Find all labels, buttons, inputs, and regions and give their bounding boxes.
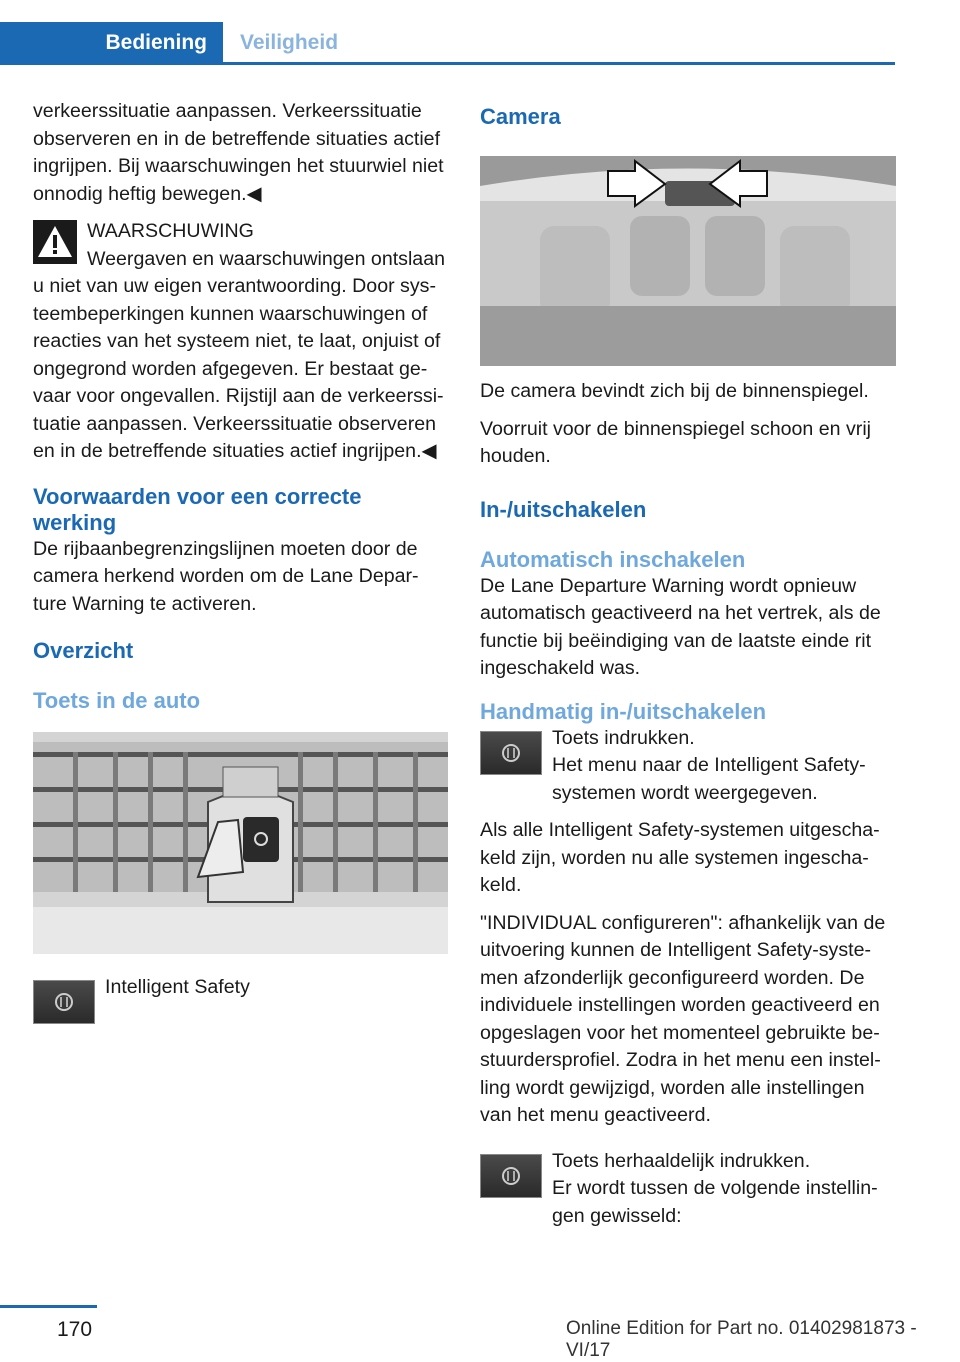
manual-step-2: [480, 1148, 896, 1231]
warning-text: Weergaven en waarschuwingen ontslaan u niet van uw eigen verantwoording. Door sys‐teembeperkingen kunnen waarschuwingen of reacties van het systeem niet, te laat, onjuist of ongegrond worden afgegeven. Er bestaat ge‐vaar voor ongevallen. Rijstijl aan de verkeerssi‐tuatie aanpassen. Verkeerssituatie observeren en in de betreffende situaties actief ingrijpen.◀: [33, 247, 445, 462]
subheading-button: Toets in de auto: [33, 688, 201, 713]
camera-text-2: Voorruit voor de binnenspiegel schoon en vrij houden.: [480, 417, 872, 467]
section-tabs: [0, 22, 895, 65]
manual-text-3: "INDIVIDUAL configureren": afhankelijk van de uitvoering kunnen de Intelligent Safety-syste‐men afzonderlijk geconfigureerd worden. De individuele instellingen worden geactiveerd en opgeslagen voor het momenteel gebruikte be‐stuurdersprofiel. Zodra in het menu een instel‐ling wordt gewijzigd, worden alle instellingen van het menu geactiveerd.: [480, 911, 886, 1126]
button-caption: Intelligent Safety: [105, 976, 250, 998]
intelligent-safety-button-step1[interactable]: [480, 731, 542, 775]
warning-title: WAARSCHUWING: [87, 220, 254, 242]
heading-overview: Overzicht: [33, 638, 134, 663]
tab-veiligheid[interactable]: Veiligheid: [240, 31, 339, 54]
warning-block: [33, 218, 448, 466]
auto-text: De Lane Departure Warning wordt opnieuw automatisch geactiveerd na het vertrek, als de functie bij beëindiging van de laatste einde rit ingeschakeld was.: [480, 574, 881, 679]
heading-camera: Camera: [480, 104, 561, 129]
warning-icon: [33, 220, 77, 264]
camera-text-1: De camera bevindt zich bij de binnenspiegel.: [480, 380, 869, 402]
heading-onoff: In-/uitschakelen: [480, 496, 647, 522]
manual-step-1-text: Toets indrukken.: [552, 726, 695, 749]
manual-step-1-result: Het menu naar de Intelligent Safety-systemen wordt weergegeven.: [552, 754, 866, 804]
manual-step-2-result: Er wordt tussen de volgende instellin‐gen gewisseld:: [552, 1177, 878, 1227]
intelligent-safety-icon: [53, 991, 75, 1013]
manual-step-2-text: Toets herhaaldelijk indrukken.: [552, 1149, 811, 1172]
heading-conditions: Voorwaarden voor een correcte werking: [33, 483, 362, 535]
intelligent-safety-icon: [500, 1165, 522, 1187]
page-number: 170: [57, 1318, 93, 1341]
subheading-manual: Handmatig in-/uitschakelen: [480, 698, 767, 724]
manual-step-1: [480, 725, 896, 808]
intelligent-safety-button[interactable]: [33, 980, 95, 1024]
manual-text-2: Als alle Intelligent Safety-systemen uitgescha‐keld zijn, worden nu alle systemen ingescha‐keld.: [480, 819, 880, 896]
edition-text: Online Edition for Part no. 01402981873 - VI/17: [566, 1318, 917, 1361]
intelligent-safety-icon: [500, 742, 522, 764]
button-photo: [33, 732, 448, 954]
conditions-text: De rijbaanbegrenzingslijnen moeten door de camera herkend worden om de Lane Depar‐ture Warning te activeren.: [33, 537, 419, 615]
right-column: [480, 98, 896, 1240]
intro-paragraph: verkeerssituatie aanpassen. Verkeerssituatie observeren en in de betreffende situaties actief ingrijpen. Bij waarschuwingen het stuurwiel niet onnodig heftig bewegen.◀: [33, 100, 444, 205]
subheading-auto: Automatisch inschakelen: [480, 546, 746, 572]
footer-rule: [0, 1305, 97, 1308]
left-column: [33, 98, 448, 1030]
camera-photo: [480, 156, 896, 366]
tab-bediening[interactable]: Bediening: [0, 22, 223, 62]
intelligent-safety-button-step2[interactable]: [480, 1154, 542, 1198]
button-legend: [33, 974, 448, 1030]
